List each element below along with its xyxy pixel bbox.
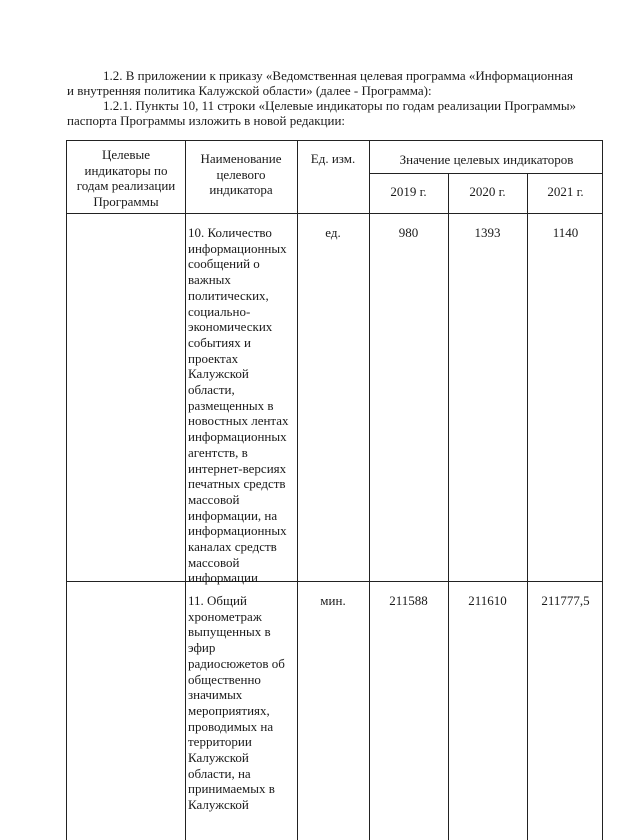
table-col-divider: [448, 173, 449, 840]
header-unit: Ед. изм.: [310, 151, 356, 166]
header-values-group: Значение целевых индикаторов: [399, 152, 574, 167]
table-col-divider: [369, 141, 370, 840]
row-11-indicator-name: 11. Общий хронометраж выпущенных в эфир радиосюжетов об общественно значимых мероприятиях, проводимых на территории Калужской области, на принимаемых в Калужской: [188, 593, 285, 813]
table-col-divider: [527, 173, 528, 840]
table-col-divider: [297, 141, 298, 840]
row-11-unit: мин.: [320, 593, 346, 608]
indicators-table: [66, 140, 603, 840]
intro-line-4: паспорта Программы изложить в новой редакции:: [67, 113, 346, 128]
row-11-value-2020: 211610: [468, 593, 507, 608]
intro-line-1: 1.2. В приложении к приказу «Ведомственная целевая программа «Информационная: [103, 68, 573, 83]
row-10-indicator-name: 10. Количество информационных сообщений о важных политических, социально- экономических событиях и проектах Калужской области, размещенных в новостных лентах информационных агентств, в интернет-версиях печатных средств массовой информации, на информационных каналах средств массовой информации: [188, 225, 289, 586]
row-10-value-2019: 980: [398, 225, 419, 240]
header-year-2019: 2019 г.: [390, 184, 427, 199]
row-10-value-2021: 1140: [552, 225, 579, 240]
row-10-unit: ед.: [325, 225, 341, 240]
row-11-value-2019: 211588: [389, 593, 428, 608]
intro-line-3: 1.2.1. Пункты 10, 11 строки «Целевые индикаторы по годам реализации Программы»: [103, 98, 577, 113]
table-col-divider: [185, 141, 186, 840]
row-10-value-2020: 1393: [474, 225, 501, 240]
header-year-2021: 2021 г.: [547, 184, 584, 199]
row-11-value-2021: 211777,5: [541, 593, 590, 608]
intro-line-2: и внутренняя политика Калужской области» (далее - Программа):: [67, 83, 432, 98]
header-year-2020: 2020 г.: [469, 184, 506, 199]
header-target-indicators: Целевые индикаторы по годам реализации Программы: [76, 147, 176, 210]
header-indicator-name: Наименование целевого индикатора: [200, 151, 282, 198]
table-row-divider: [369, 173, 602, 174]
table-row-divider: [67, 581, 602, 582]
table-row-divider: [67, 213, 602, 214]
